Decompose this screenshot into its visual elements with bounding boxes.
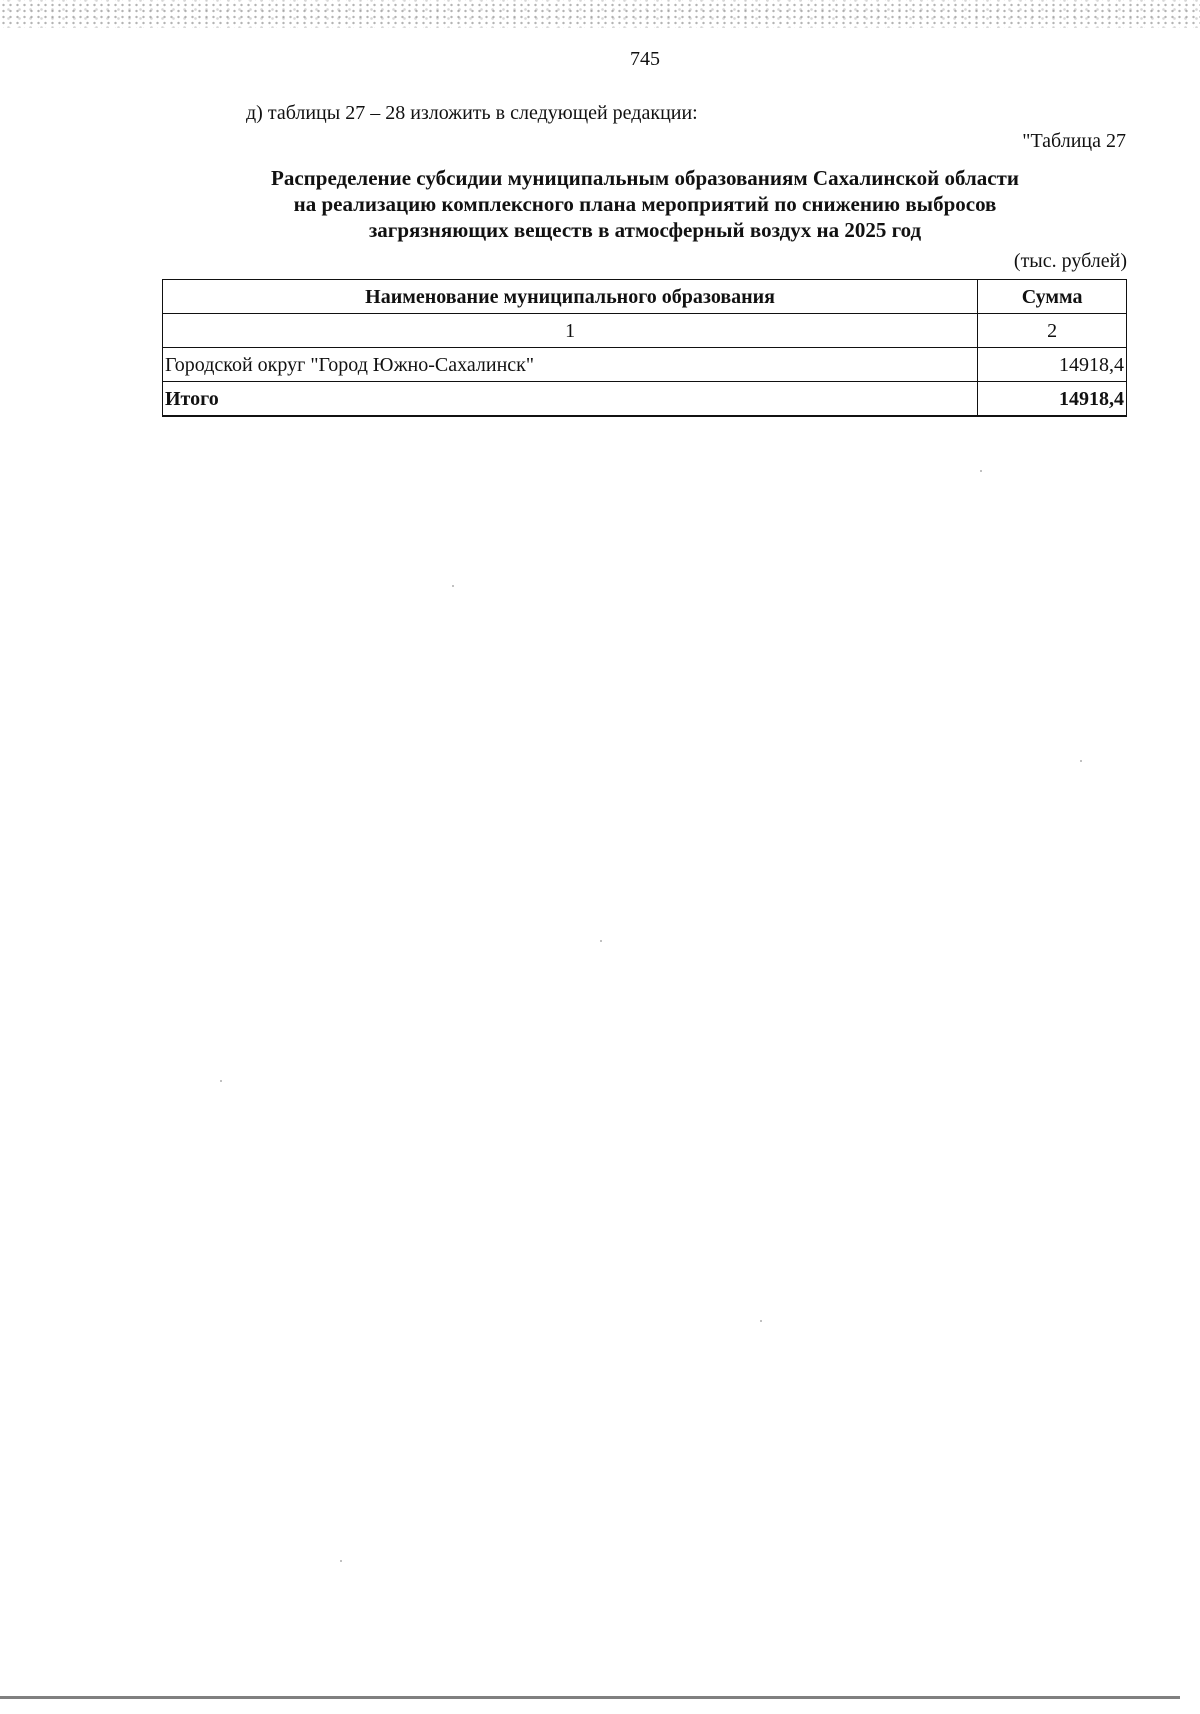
scan-speck — [980, 470, 982, 472]
title-line-3: загрязняющих веществ в атмосферный воздух на 2025 год — [368, 218, 922, 242]
intro-text: д) таблицы 27 – 28 изложить в следующей редакции: — [246, 102, 698, 124]
total-row — [163, 382, 1127, 417]
units-label: (тыс. рублей) — [1013, 250, 1127, 272]
scan-speck — [1080, 760, 1082, 762]
row-sum: 14918,4 — [978, 348, 1127, 382]
document-title — [160, 165, 1130, 243]
scan-speck — [220, 1080, 222, 1082]
page-number: 745 — [630, 48, 660, 70]
subsidy-table — [162, 279, 1127, 417]
scan-edge-bottom — [0, 1696, 1180, 1699]
scan-speck — [452, 585, 454, 587]
table-caption: "Таблица 27 — [1022, 130, 1126, 152]
header-sum: Сумма — [978, 280, 1127, 314]
scan-speck — [600, 940, 602, 942]
total-sum: 14918,4 — [978, 382, 1127, 417]
scan-speck — [340, 1560, 342, 1562]
table-row — [163, 348, 1127, 382]
column-number-2: 2 — [978, 314, 1127, 348]
row-name: Городской округ "Город Южно-Сахалинск" — [163, 348, 978, 382]
scan-speck — [760, 1320, 762, 1322]
column-number-row — [163, 314, 1127, 348]
header-name: Наименование муниципального образования — [163, 280, 978, 314]
table-header-row — [163, 280, 1127, 314]
scan-noise-top — [0, 0, 1200, 28]
total-label: Итого — [163, 382, 978, 417]
column-number-1: 1 — [163, 314, 978, 348]
title-line-2: на реализацию комплексного плана мероприятий по снижению выбросов — [293, 192, 997, 216]
title-line-1: Распределение субсидии муниципальным образованиям Сахалинской области — [271, 166, 1019, 190]
